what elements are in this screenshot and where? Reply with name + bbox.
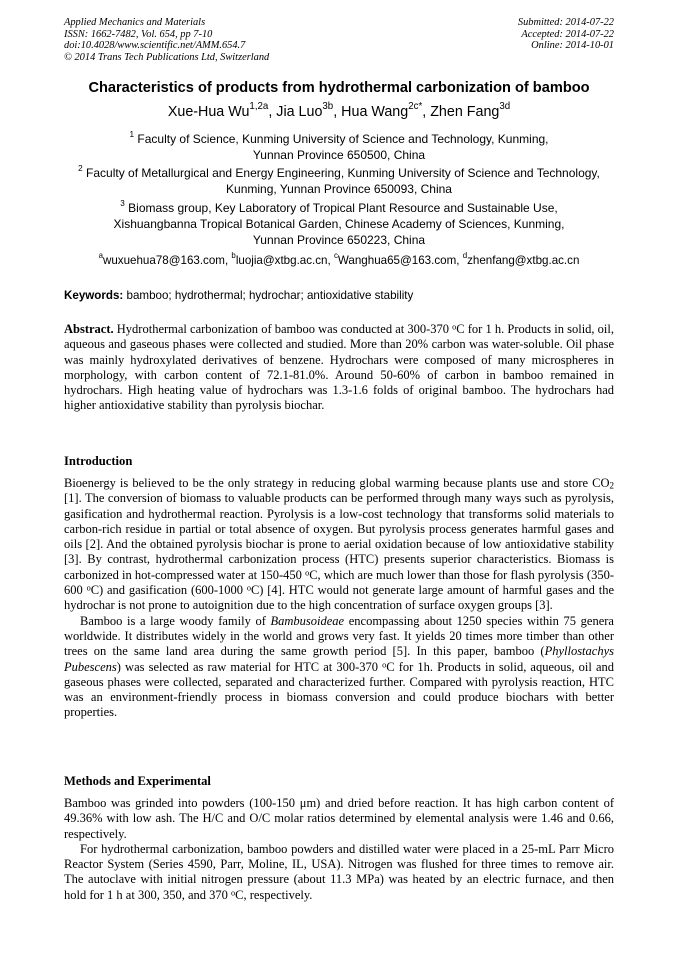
author-list: Xue-Hua $Wu^{1,2a}$, Jia Luo$^{3b}$, Hua Wang$^{2c*}$, Zhen Fang$^{3d}$ — [167, 101, 511, 120]
methods-body — [64, 796, 614, 903]
italic-text: Bambusoideae — [270, 613, 345, 628]
text: ) was selected as raw material for HTC at 300-370 — [116, 659, 383, 674]
text: C) and gasification (600-1000 — [90, 583, 247, 598]
methods-heading: Methods and Experimental — [64, 774, 211, 788]
email-sup: b — [231, 251, 236, 261]
paper-title: Characteristics of products from hydrothermal carbonization of bamboo — [88, 80, 590, 96]
text: C for 1h. Products in solid, aqueous, oil and gaseous phases were collected, separated and characterized further. Compared with pyrolysis reaction, HTC was an environment-friendly process in biomass conversion and could produce biochars with better properties. — [64, 659, 614, 720]
aff-line: Biomass group, Key Laboratory of Tropical Plant Resource and Sustainable Use, — [128, 201, 558, 215]
keywords — [64, 289, 413, 302]
email-link[interactable]: wuxuehua78@163.com — [102, 254, 225, 267]
keywords-label: Keywords: — [64, 289, 124, 302]
aff-line: Faculty of Science, Kunming University of Science and Technology, Kunming, — [137, 132, 549, 146]
aff-num: 3 — [120, 199, 125, 209]
keywords-text: bamboo; hydrothermal; hydrochar; antioxidative stability — [126, 289, 414, 302]
email-sup: a — [98, 251, 103, 261]
methods-paragraph-2 — [64, 842, 614, 903]
aff-num: 2 — [78, 164, 83, 174]
introduction-paragraph-2 — [64, 614, 614, 721]
author-sup: 1,2a — [249, 101, 269, 113]
doi: doi:10.4028/www.scientific.net/AMM.654.7 — [64, 40, 246, 52]
author-name: Xue-Hua Wu — [167, 104, 250, 120]
journal-header — [64, 17, 269, 63]
abstract-label: Abstract. — [64, 322, 114, 336]
text: Bioenergy is believed to be the only strategy in reducing global warming because plants use and store CO — [64, 476, 610, 490]
text: encompassing about 1250 species within 75 genera worldwide. It distributes widely in the world and grows very fast. It yields 20 times more timber than other trees on the same land area during the same growth period [5]. In this paper, bamboo ( — [64, 613, 614, 659]
dates-header — [518, 17, 614, 52]
email-sup: d — [462, 251, 468, 261]
text: C, respectively. — [235, 887, 313, 902]
email-link[interactable]: Wanghua65@163.com — [337, 254, 457, 267]
abstract-text: C for 1 h. Products in solid, oil, aqueous and gaseous phases were collected and studied. More than 20% carbon was water-soluble. Oil phase was mainly hydroxylated derivatives of benzene. Hydrochars were composed of many microspheres in morphology, with carbon content of 72.1-81.0%. Around 50-60% of carbon in bamboo remained in hydrochars. High heating value of hydrochars was 1.3-1.6 folds of original bamboo. The hydrochars had higher antioxidative stability than pyrolysis biochar. — [64, 322, 614, 413]
abstract — [64, 322, 614, 414]
introduction-body — [64, 476, 614, 721]
submitted-date: Submitted: 2014-07-22 — [517, 17, 614, 28]
author-sup: 2c* — [408, 101, 423, 113]
copyright: © 2014 Trans Tech Publications Ltd, Switzerland — [64, 51, 270, 63]
degree-sup: o — [231, 888, 236, 898]
author-name: Hua Wang — [341, 104, 409, 120]
email-link[interactable]: zhenfang@xtbg.ac.cn — [467, 254, 580, 267]
text: C, which are much lower than those for flash pyrolysis (350-600 — [64, 567, 614, 598]
abstract-text: Hydrothermal carbonization of bamboo was conducted at 300-370 — [116, 322, 453, 336]
text: [1]. The conversion of biomass to valuable products can be performed through many ways such as pyrolysis, gasification and hydrothermal reaction. Pyrolysis is a low-cost technology that transforms solid materials to carbon-rich residue in partial or total absence of oxygen. But pyrolysis process generates harmful gases and oils [2]. And the obtained pyrolysis biochar is prone to aerial oxidation because of low antioxidative stability [3]. By contrast, hydrothermal carbonization process (HTC) presents superior characteristics. Biomass is carbonized in hot-compressed water at 150-450 — [64, 491, 614, 582]
affiliation-1 — [0, 131, 678, 163]
degree-sup: o — [305, 568, 310, 578]
introduction-paragraph-1 — [64, 476, 614, 614]
aff-line: Faculty of Metallurgical and Energy Engineering, Kunming University of Science and Technology, — [86, 166, 600, 180]
methods-paragraph-1: Bamboo was grinded into powders (100-150 μm) and dried before reaction. It has high carbon content of 49.36% with low ash. The H/C and O/C molar ratios determined by elemental analysis were 1.46 and 0.66, respectively. — [64, 796, 614, 841]
aff-line: Xishuangbanna Tropical Botanical Garden, Chinese Academy of Sciences, Kunming, — [113, 217, 565, 231]
author-name: Jia Luo — [276, 104, 323, 120]
issn: ISSN: 1662-7482, Vol. 654, pp 7-10 — [64, 28, 213, 40]
author-sup: 3d — [499, 101, 511, 113]
aff-num: 1 — [129, 130, 135, 140]
subscript: 2 — [609, 480, 614, 491]
affiliation-3 — [0, 200, 678, 248]
degree-sup: o — [382, 659, 387, 669]
aff-line: Yunnan Province 650223, China — [252, 233, 426, 247]
affiliation-2 — [0, 165, 678, 197]
text: For hydrothermal carbonization, bamboo powders and distilled water were placed in a 25-mL Parr Micro Reactor System (Series 4590, Parr, Moline, IL, USA). Nitrogen was flushed for three times to remove air. The autoclave with initial nitrogen pressure (about 11.3 MPa) was heated by an electric furnace, and then hold for 1 h at 300, 350, and 370 — [64, 841, 614, 902]
introduction-heading: Introduction — [64, 454, 133, 468]
text: C) [4]. HTC would not generate large amount of harmful gases and the hydrochar is not prone to autoignition due to the high concentration of surface oxygen groups [3]. — [64, 583, 614, 613]
author-sup: 3b — [322, 101, 334, 113]
degree-sup: o — [452, 322, 457, 332]
italic-text: Phyllostachys Pubescens — [64, 644, 614, 674]
degree-sup: o — [86, 583, 91, 593]
text: Bamboo is a large woody family of — [80, 613, 271, 628]
aff-line: Kunming, Yunnan Province 650093, China — [226, 182, 452, 196]
online-date: Online: 2014-10-01 — [531, 40, 614, 52]
degree-sup: o — [246, 583, 251, 593]
email-sup: c — [333, 251, 338, 261]
aff-line: Yunnan Province 650500, China — [252, 148, 426, 162]
email-list: $^a$wuxuehua78@163.com, $^b$luojia@xtbg.ac.cn, $^c$Wanghua65@163.com, $^d$zhenfang@xtbg.ac.cn — [98, 251, 580, 267]
author-name: Zhen Fang — [430, 104, 500, 120]
accepted-date: Accepted: 2014-07-22 — [521, 28, 614, 40]
email-link[interactable]: luojia@xtbg.ac.cn — [235, 254, 328, 267]
journal-name: Applied Mechanics and Materials — [64, 17, 206, 28]
